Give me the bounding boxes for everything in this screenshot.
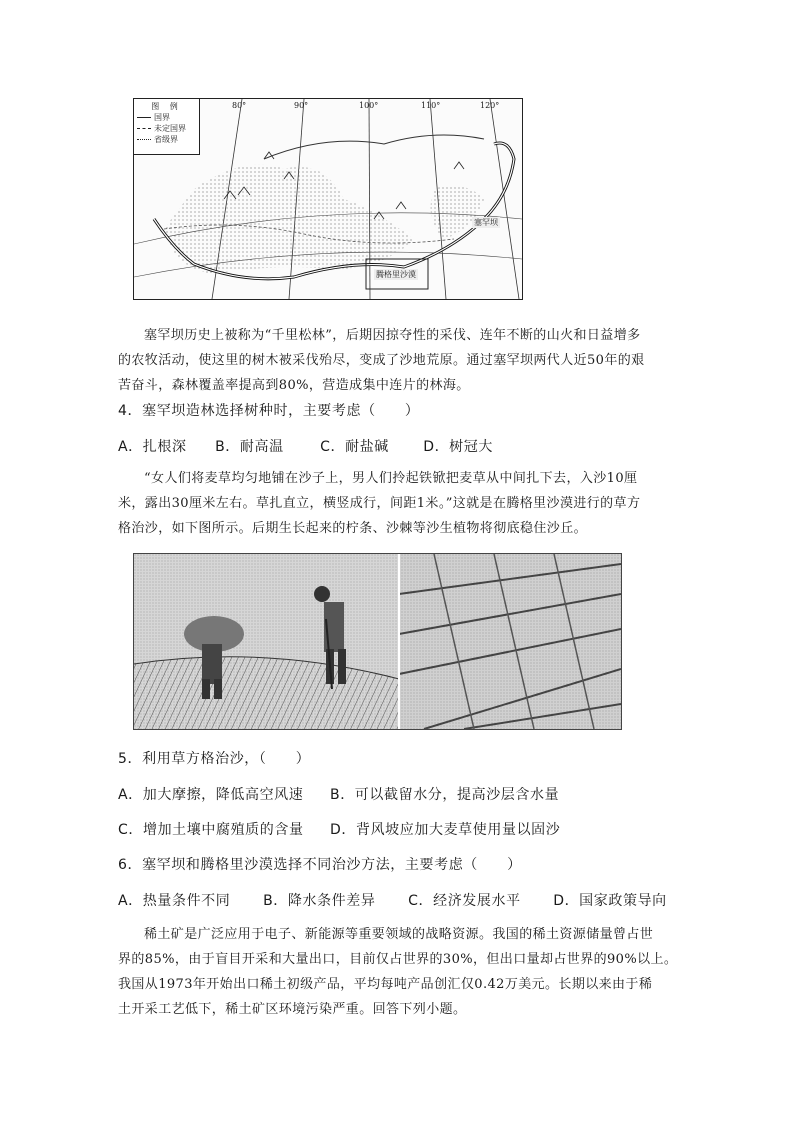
legend-item-provincial-border: 省级界 (137, 134, 196, 145)
option-d[interactable]: D．国家政策导向 (553, 893, 667, 909)
option-a[interactable]: A．加大摩擦，降低高空风速 (118, 787, 304, 803)
question-6-stem: 6．塞罕坝和腾格里沙漠选择不同治沙方法，主要考虑（ ） (118, 857, 522, 873)
passage-line: 米，露出30厘米左右。草扎直立，横竖成行，间距1米。”这就是在腾格里沙漠进行的草方 (118, 496, 641, 511)
option-c[interactable]: C．增加土壤中腐殖质的含量 (118, 822, 304, 838)
passage-line: “女人们将麦草均匀地铺在沙子上，男人们拎起铁锨把麦草从中间扎下去，入沙10厘 (144, 471, 638, 486)
question-4-stem: 4．塞罕坝造林选择树种时，主要考虑（ ） (118, 403, 420, 419)
passage-rare-earth (118, 922, 678, 1022)
option-a[interactable]: A．扎根深 (118, 439, 187, 455)
question-6-options (118, 890, 667, 910)
passage-line: 的农牧活动，使这里的树木被采伐殆尽，变成了沙地荒原。通过塞罕坝两代人近50年的艰 (118, 353, 645, 368)
passage-line: 稀土矿是广泛应用于电子、新能源等重要领域的战略资源。我国的稀土资源储量曾占世 (144, 927, 654, 942)
passage-line: 苦奋斗，森林覆盖率提高到80%，营造成集中连片的林海。 (118, 378, 470, 393)
question-5-stem: 5．利用草方格治沙，（ ） (118, 751, 311, 767)
map-figure (133, 98, 523, 300)
legend-item-national-border: 国界 (137, 112, 196, 123)
option-a[interactable]: A．热量条件不同 (118, 893, 231, 909)
photo-figure (133, 553, 622, 730)
legend-title: 图 例 (151, 102, 182, 111)
option-d[interactable]: D．树冠大 (423, 439, 493, 455)
passage-line: 格治沙，如下图所示。后期生长起来的柠条、沙棘等沙生植物将彻底稳住沙丘。 (118, 521, 588, 536)
option-b[interactable]: B．耐高温 (215, 439, 284, 455)
option-c[interactable]: C．耐盐碱 (320, 439, 389, 455)
passage-line: 塞罕坝历史上被称为“千里松林”，后期因掠夺性的采伐、连年不断的山火和日益增多 (144, 328, 641, 343)
question-4-options (118, 436, 493, 456)
grass-grid-photo (134, 554, 621, 729)
longitude-label: 120° (480, 101, 500, 110)
passage-grass-grid (118, 466, 678, 541)
passage-line: 土开采工艺低下，稀土矿区环境污染严重。回答下列小题。 (118, 1002, 467, 1017)
map-label-saihanba: 塞罕坝 (474, 218, 498, 227)
option-c[interactable]: C．经济发展水平 (408, 893, 521, 909)
legend-item-undetermined-border: 未定国界 (137, 123, 196, 134)
longitude-label: 90° (294, 101, 309, 110)
option-b[interactable]: B．降水条件差异 (263, 893, 376, 909)
option-b[interactable]: B．可以截留水分，提高沙层含水量 (330, 787, 560, 803)
map-legend (134, 99, 200, 155)
map-label-tengger: 腾格里沙漠 (376, 270, 416, 279)
passage-saihanba (118, 323, 678, 398)
longitude-label: 110° (421, 101, 441, 110)
option-d[interactable]: D．背风坡应加大麦草使用量以固沙 (330, 822, 561, 838)
passage-line: 我国从1973年开始出口稀土初级产品，平均每吨产品创汇仅0.42万美元。长期以来由于稀 (118, 977, 653, 992)
longitude-label: 100° (359, 101, 379, 110)
passage-line: 界的85%，由于盲目开采和大量出口，目前仅占世界的30%，但出口量却占世界的90%以上。 (118, 952, 678, 967)
longitude-label: 80° (232, 101, 247, 110)
